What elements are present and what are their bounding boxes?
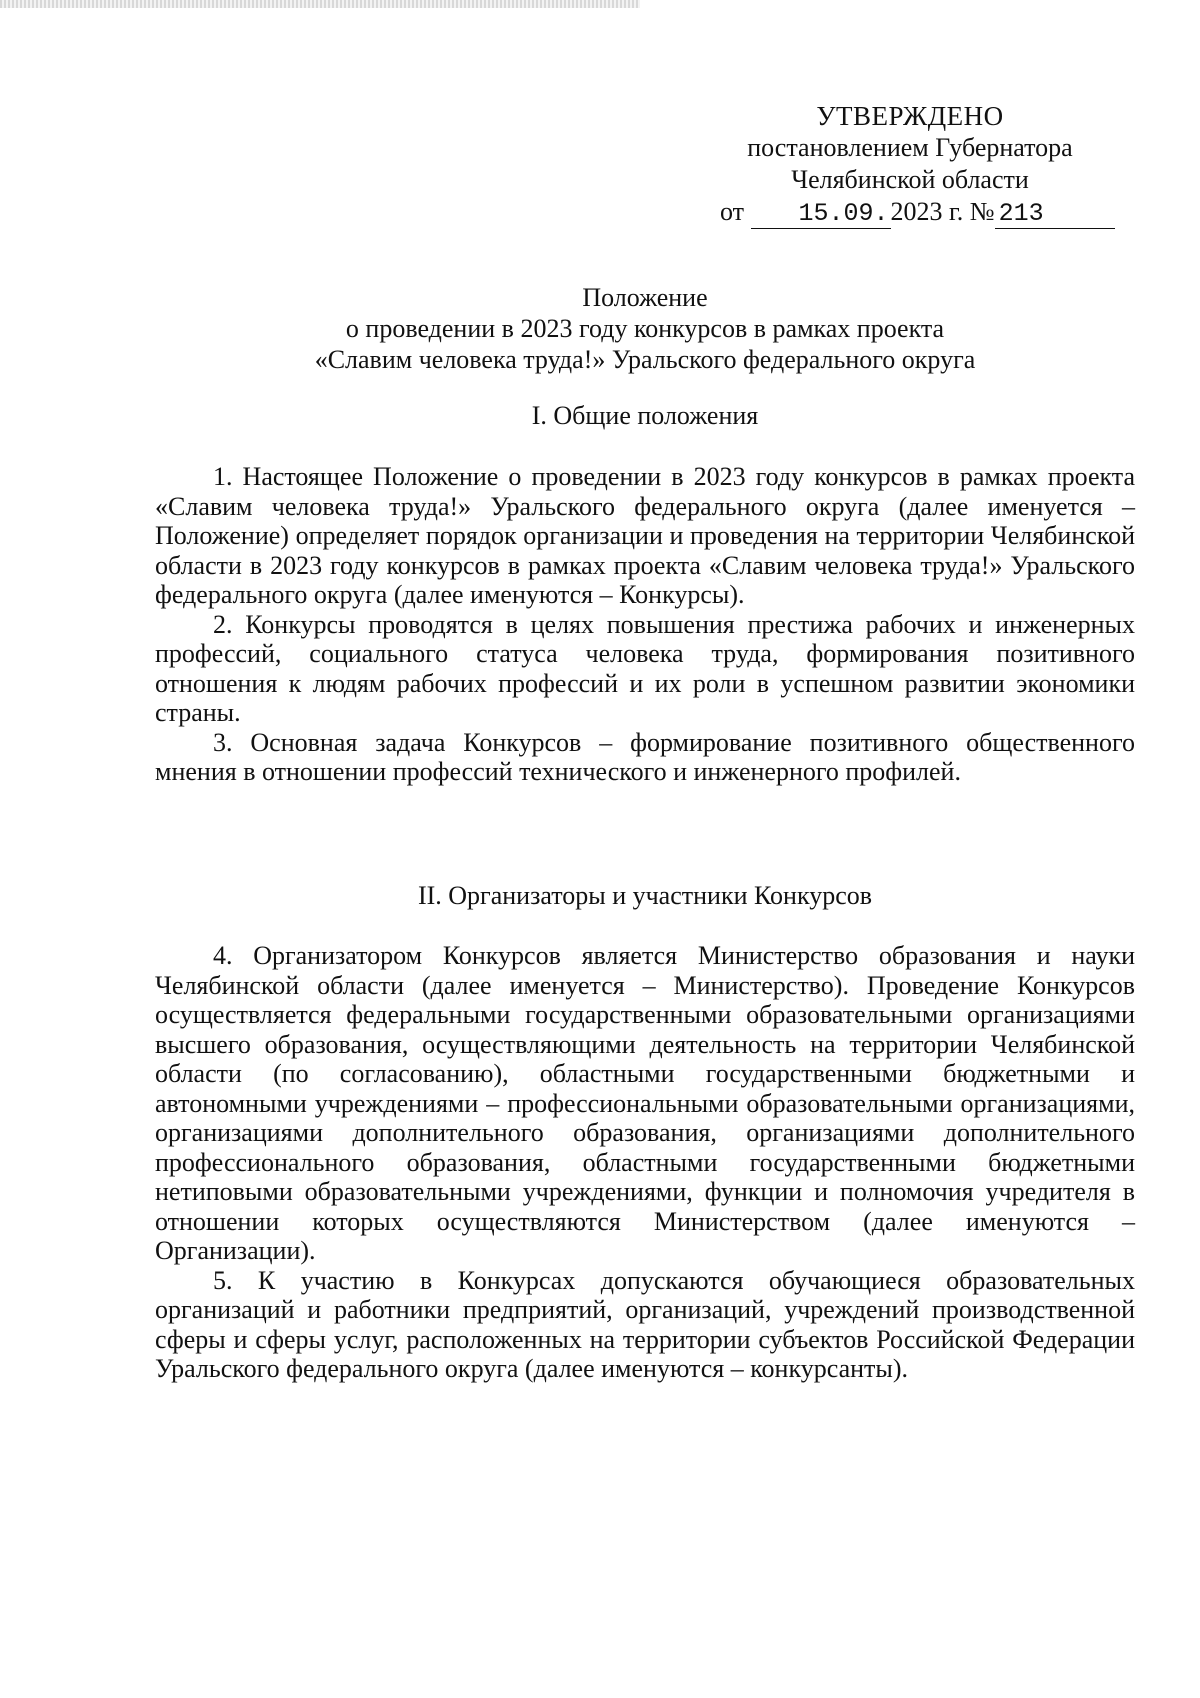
decree-year: 2023 г. № (890, 197, 995, 226)
section-body-1 (155, 462, 1135, 787)
section-heading-1: I. Общие положения (531, 401, 759, 430)
paragraph-5: 5. К участию в Конкурсах допускаются обучающиеся образовательных организаций и работники предприятий, организаций, учреждений производственной сферы и сферы услуг, расположенных на территории субъектов Российской Федерации Уральского федерального округа (далее именуются – конкурсанты). (155, 1265, 1135, 1383)
document-title (150, 282, 1140, 375)
document-title-line-3: «Славим человека труда!» Уральского федерального округа (314, 345, 976, 374)
paragraph-4: 4. Организатором Конкурсов является Министерство образования и науки Челябинской области (далее именуется – Министерство). Проведение Конкурсов осуществляется федеральными государственными образовательными организациями высшего образования, осуществляющими деятельность на территории Челябинской области (по согласованию), областными государственными бюджетными и автономными учреждениями – профессиональными образовательными организациями, организациями дополнительного образования, организациями дополнительного профессионального образования, областными государственными бюджетными нетиповыми образовательными учреждениями, функции и полномочия учредителя в отношении которых осуществляются Министерством (далее именуются – Организации). (155, 941, 1135, 1265)
scan-artifact (0, 0, 640, 8)
approval-heading: УТВЕРЖДЕНО (816, 101, 1004, 131)
approval-line-1: постановлением Губернатора (747, 133, 1073, 162)
paragraph-2: 2. Конкурсы проводятся в целях повышения престижа рабочих и инженерных профессий, социального статуса человека труда, формирования позитивного отношения к людям рабочих профессий и их роли в успешном развитии экономики страны. (155, 609, 1135, 727)
paragraph-1: 1. Настоящее Положение о проведении в 2023 году конкурсов в рамках проекта «Славим человека труда!» Уральского федерального округа (далее именуется – Положение) определяет порядок организации и проведения на территории Челябинской области в 2023 году конкурсов в рамках проекта «Славим человека труда!» Уральского федерального округа (далее именуются – Конкурсы). (155, 462, 1135, 609)
section-body-2 (155, 941, 1135, 1384)
approval-line-2: Челябинской области (791, 165, 1029, 194)
paragraph-3: 3. Основная задача Конкурсов – формирование позитивного общественного мнения в отношении профессий технического и инженерного профилей. (155, 727, 1135, 786)
approval-stamp (700, 100, 1120, 196)
decree-number: 213 (995, 200, 1115, 229)
decree-date: 15.09. (751, 200, 891, 229)
decree-reference (720, 196, 1115, 229)
document-title-line-2: о проведении в 2023 году конкурсов в рамках проекта (345, 314, 945, 343)
decree-from-label: от (720, 197, 745, 226)
document-title-line-1: Положение (582, 283, 708, 312)
section-heading-2: II. Организаторы и участники Конкурсов (417, 881, 873, 910)
